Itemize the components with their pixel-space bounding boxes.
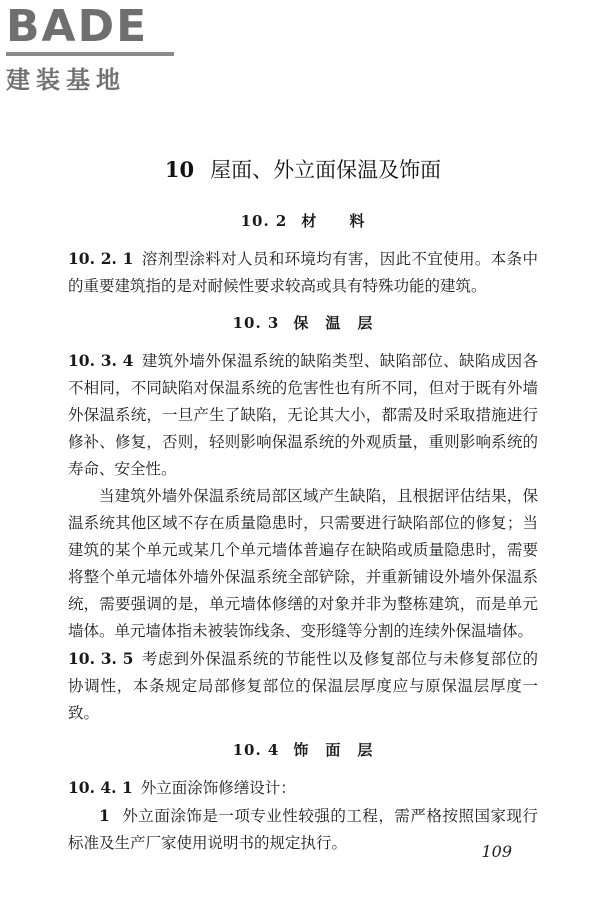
- chapter-number: 10: [164, 157, 195, 182]
- page-number: 109: [481, 842, 512, 861]
- page-body: [68, 150, 538, 857]
- section-title: 保 温 层: [293, 314, 374, 332]
- chapter-title: 屋面、外立面保温及饰面: [210, 158, 442, 182]
- section-number: 10. 3: [232, 314, 280, 332]
- clause-paragraph: [68, 483, 538, 645]
- logo-wordmark: BADE: [6, 1, 149, 52]
- clause-text: 考虑到外保温系统的节能性以及修复部位与未修复部位的协调性，本条规定局部修复部位的保温层厚度应与原保温层厚度一致。: [68, 650, 538, 722]
- clause-paragraph: [68, 245, 538, 300]
- clause-paragraph: [68, 774, 538, 802]
- section-heading: [68, 312, 538, 333]
- clause-text: 建筑外墙外保温系统的缺陷类型、缺陷部位、缺陷成因各不相同，不同缺陷对保温系统的危害性也有所不同，但对于既有外墙外保温系统，一旦产生了缺陷，无论其大小，都需及时采取措施进行修补、修复，否则，轻则影响保温系统的外观质量，重则影响系统的寿命、安全性。: [68, 352, 538, 478]
- list-item: [68, 802, 538, 857]
- section-title: 饰 面 层: [293, 741, 374, 759]
- chapter-heading: [68, 154, 538, 184]
- logo: [6, 1, 186, 95]
- clause-text: 当建筑外墙外保温系统局部区域产生缺陷，且根据评估结果，保温系统其他区域不存在质量隐患时，只需要进行缺陷部位的修复；当建筑的某个单元或某几个单元墙体普遍存在缺陷或质量隐患时，需要将整个单元墙体外墙外保温系统全部铲除，并重新铺设外墙外保温系统，需要强调的是，单元墙体修缮的对象并非为整栋建筑，而是单元墙体。单元墙体指未被装饰线条、变形缝等分割的连续外保温墙体。: [68, 487, 538, 640]
- clause-text: 外立面涂饰修缮设计：: [140, 779, 296, 797]
- section-number: 10. 2: [240, 212, 288, 230]
- section-heading: [68, 739, 538, 760]
- clause-number: 10. 3. 4: [68, 351, 134, 370]
- clause-number: 10. 4. 1: [68, 778, 133, 797]
- item-text: 外立面涂饰是一项专业性较强的工程，需严格按照国家现行标准及生产厂家使用说明书的规定执行。: [68, 807, 538, 852]
- clause-paragraph: [68, 347, 538, 483]
- clause-text: 溶剂型涂料对人员和环境均有害，因此不宜使用。本条中的重要建筑指的是对耐候性要求较高或具有特殊功能的建筑。: [68, 250, 538, 295]
- logo-divider: [6, 52, 174, 56]
- clause-number: 10. 2. 1: [68, 249, 134, 268]
- section-number: 10. 4: [232, 741, 280, 759]
- clause-number: 10. 3. 5: [68, 649, 134, 668]
- clause-paragraph: [68, 645, 538, 727]
- logo-subtitle: 建装基地: [6, 66, 126, 94]
- item-number: 1: [99, 806, 110, 825]
- section-heading: [68, 210, 538, 231]
- section-title: 材 料: [301, 212, 366, 230]
